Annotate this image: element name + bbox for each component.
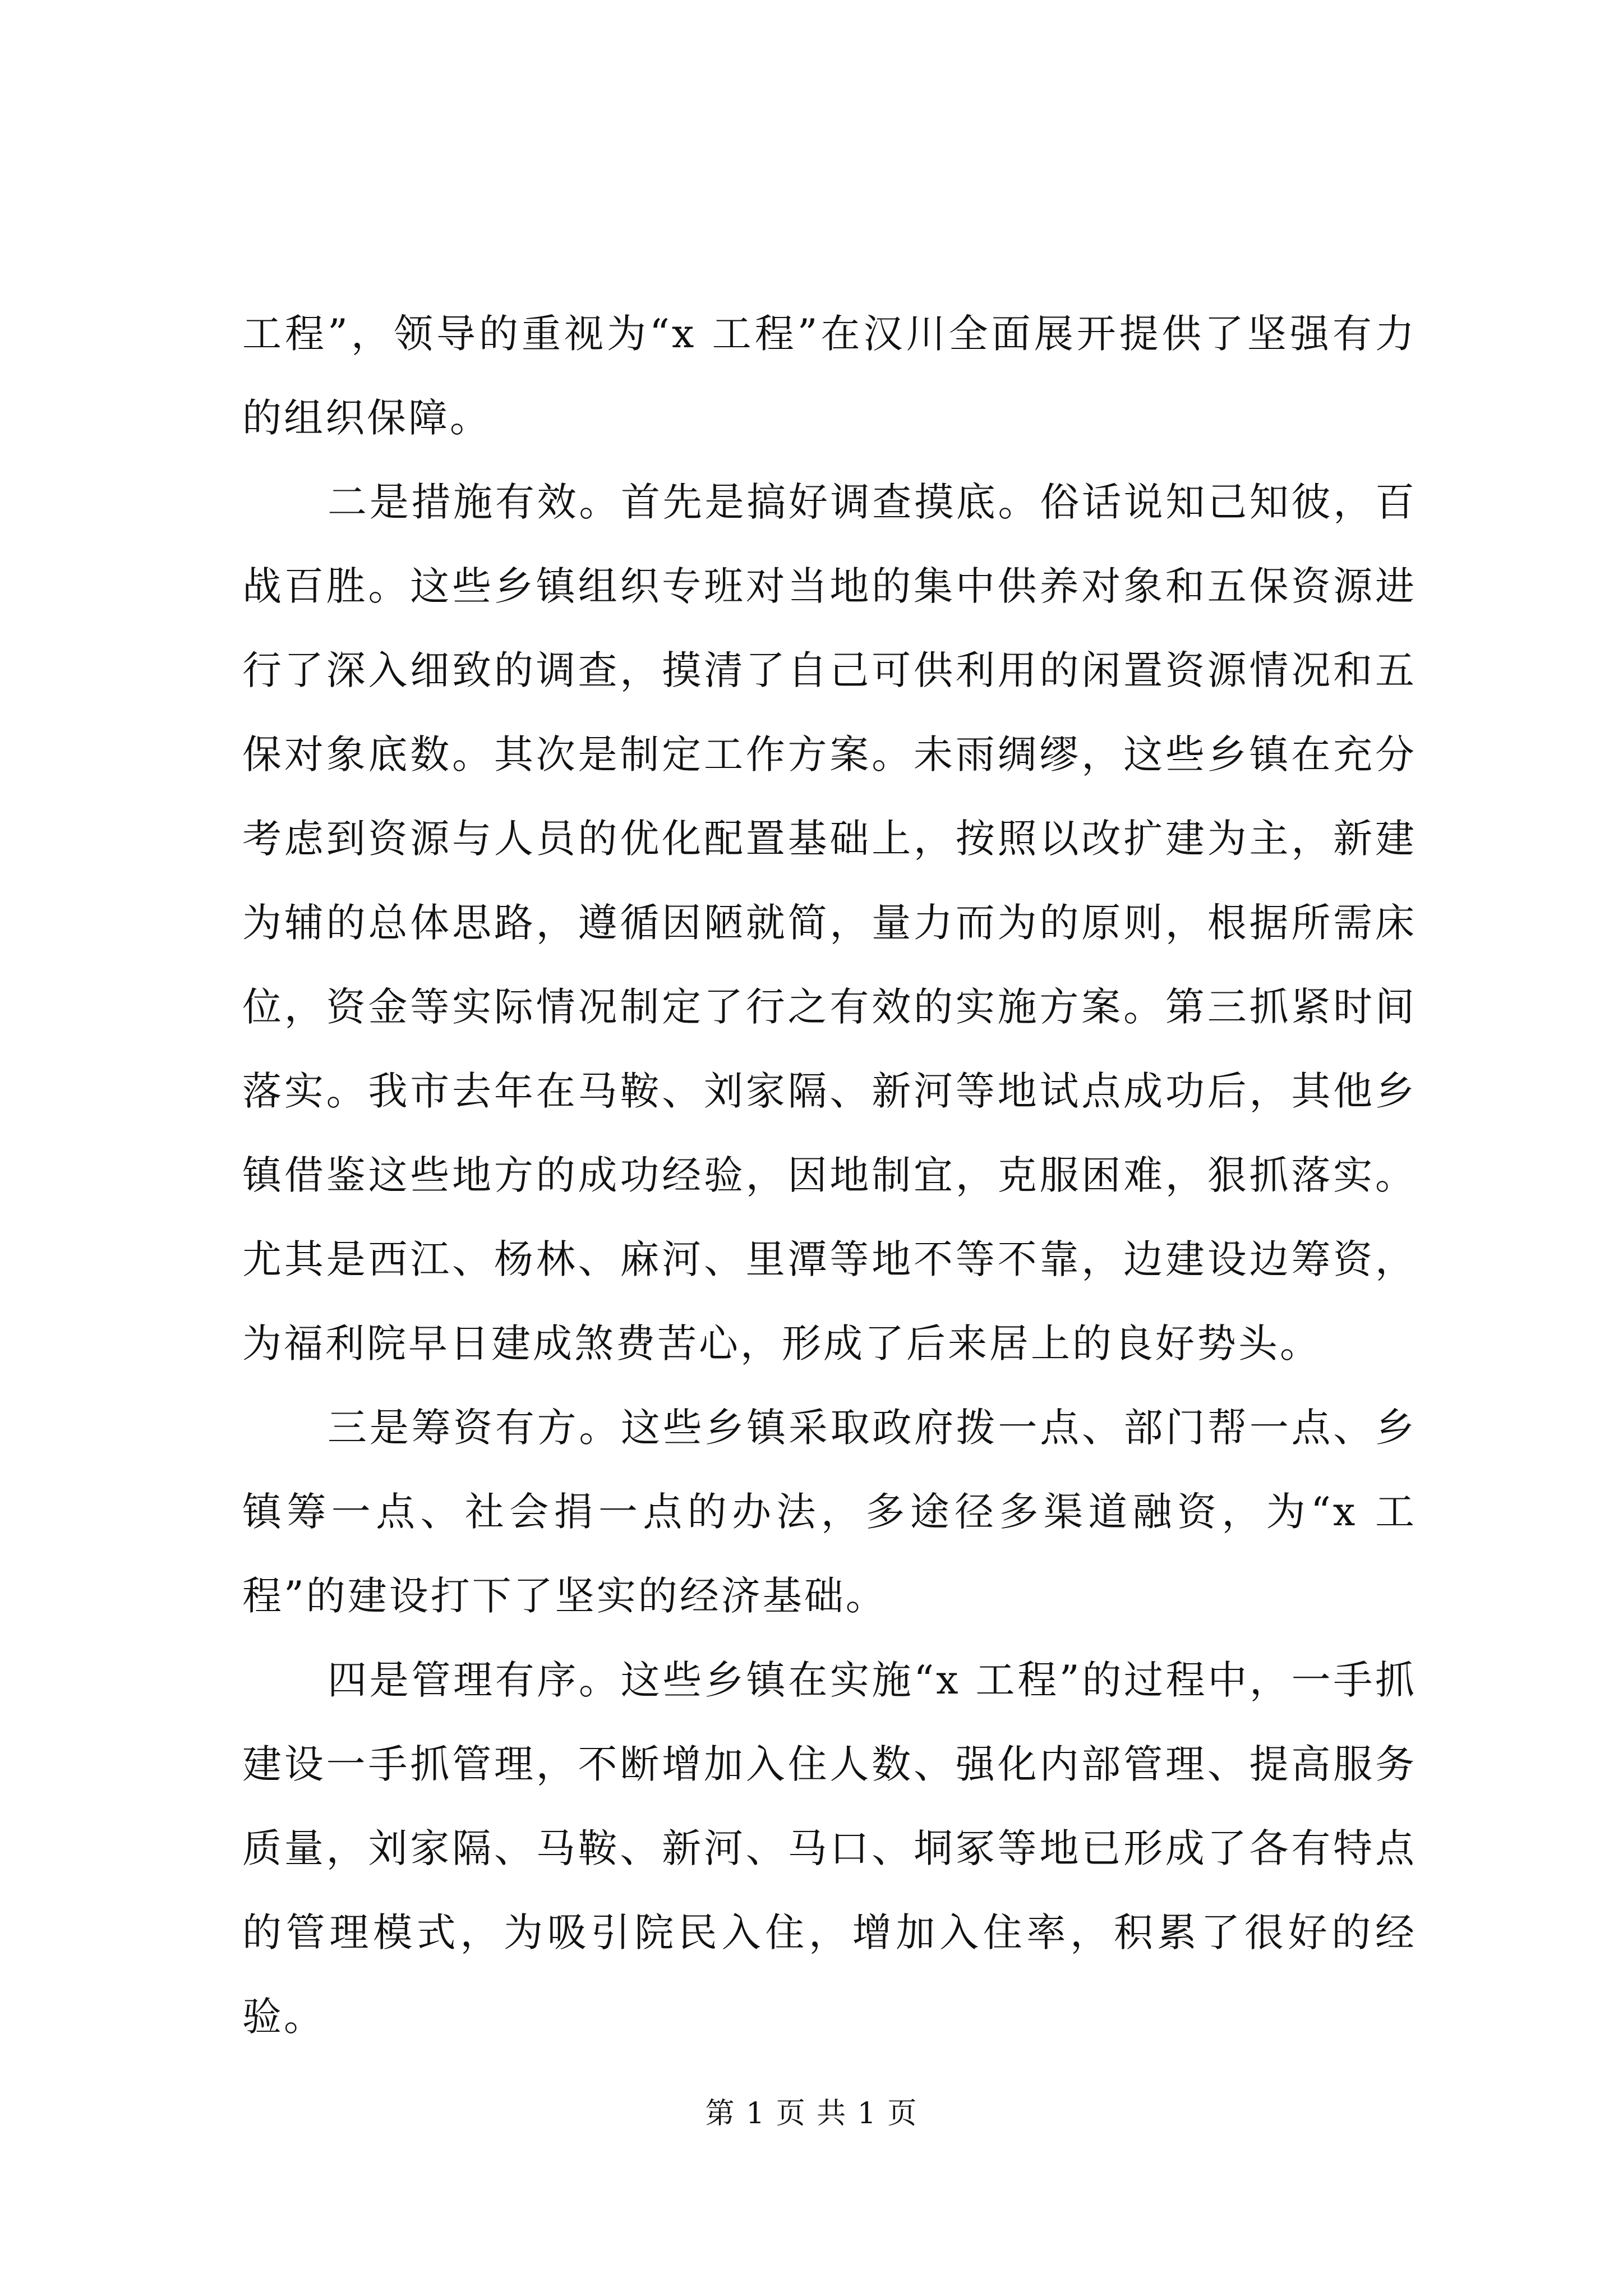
document-body [242, 292, 1417, 2059]
paragraph-funding: 三是筹资有方。这些乡镇采取政府拨一点、部门帮一点、乡镇筹一点、社会捐一点的办法，多途径多渠道融资，为“x 工程”的建设打下了坚实的经济基础。 [242, 1405, 1417, 1619]
page-number-footer: 第 1 页 共 1 页 [705, 2097, 918, 2131]
paragraph-continuation: 工程”，领导的重视为“x 工程”在汉川全面展开提供了坚强有力的组织保障。 [242, 311, 1417, 441]
paragraph-measures: 二是措施有效。首先是搞好调查摸底。俗话说知己知彼，百战百胜。这些乡镇组织专班对当地的集中供养对象和五保资源进行了深入细致的调查，摸清了自己可供利用的闲置资源情况和五保对象底数。其次是制定工作方案。未雨绸缪，这些乡镇在充分考虑到资源与人员的优化配置基础上，按照以改扩建为主，新建为辅的总体思路，遵循因陋就简，量力而为的原则，根据所需床位，资金等实际情况制定了行之有效的实施方案。第三抓紧时间落实。我市去年在马鞍、刘家隔、新河等地试点成功后，其他乡镇借鉴这些地方的成功经验，因地制宜，克服困难，狠抓落实。尤其是西江、杨林、麻河、里潭等地不等不靠，边建设边筹资，为福利院早日建成煞费苦心，形成了后来居上的良好势头。 [242, 479, 1417, 1366]
paragraph-management: 四是管理有序。这些乡镇在实施“x 工程”的过程中，一手抓建设一手抓管理，不断增加入住人数、强化内部管理、提高服务质量，刘家隔、马鞍、新河、马口、垌冢等地已形成了各有特点的管理模式，为吸引院民入住，增加入住率，积累了很好的经验。 [242, 1657, 1417, 2040]
